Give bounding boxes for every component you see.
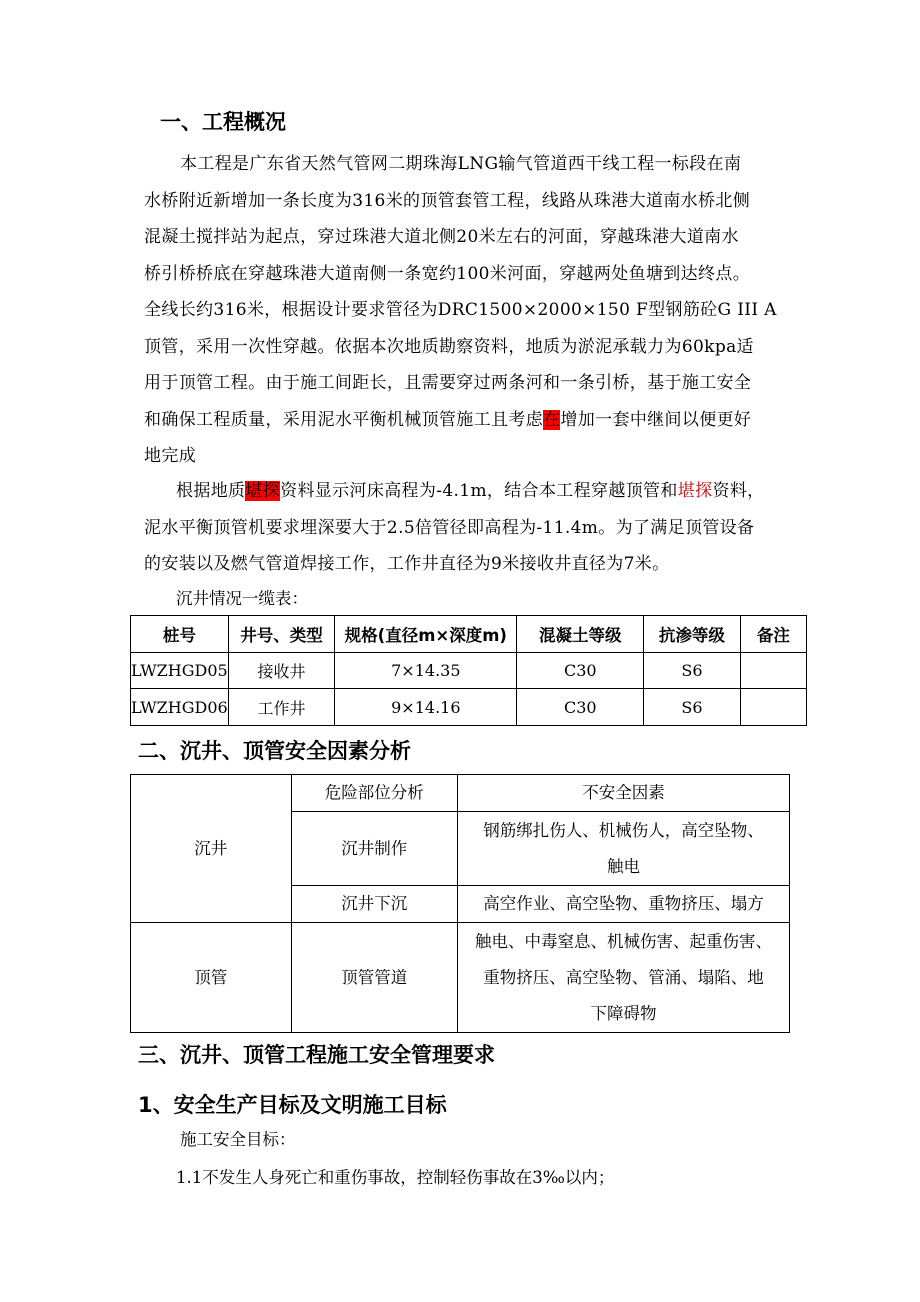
text-line: 地完成 xyxy=(144,446,197,466)
table-cell: 沉井制作 xyxy=(291,812,457,886)
table-header-cell: 桩号 xyxy=(131,616,229,653)
text-segment: 资料显示河床高程为-4.1m，结合本工程穿越顶管和 xyxy=(280,481,678,501)
table-row xyxy=(131,689,807,726)
table-cell xyxy=(457,923,789,1033)
table-cell: 7×14.35 xyxy=(335,653,517,689)
table-cell xyxy=(740,653,806,689)
section-heading-1: 一、工程概况 xyxy=(160,110,286,134)
text-line: 全线长约316米，根据设计要求管径为DRC1500×2000×150 F型钢筋砼G III A xyxy=(144,300,777,320)
well-table xyxy=(130,615,807,726)
table-cell: S6 xyxy=(644,653,740,689)
cell-line: 重物挤压、高空坠物、管涌、塌陷、地 xyxy=(483,967,764,987)
group-cell-pipe-jacking: 顶管 xyxy=(131,923,292,1033)
table-header-row xyxy=(131,775,790,812)
table-header-cell: 不安全因素 xyxy=(457,775,789,812)
paragraph-project-overview xyxy=(144,146,784,475)
table-cell: C30 xyxy=(517,653,644,689)
cell-line: 下障碍物 xyxy=(590,1003,657,1023)
text-segment: 和确保工程质量，采用泥水平衡机械顶管施工且考虑 xyxy=(144,409,544,430)
highlighted-text: 在 xyxy=(543,409,561,430)
highlighted-text: 堪探 xyxy=(245,481,281,501)
table-cell xyxy=(740,689,806,726)
text-line: 施工安全目标： xyxy=(180,1130,296,1149)
table-row xyxy=(131,923,790,1033)
text-line: 水桥附近新增加一条长度为316米的顶管套管工程，线路从珠港大道南水桥北侧 xyxy=(144,190,751,211)
text-line xyxy=(144,473,804,510)
text-segment: 资料， xyxy=(712,481,765,501)
text-line: 顶管，采用一次性穿越。依据本次地质勘察资料，地质为淤泥承载力为60kpa适 xyxy=(144,336,754,357)
text-line: 1.1不发生人身死亡和重伤事故，控制轻伤事故在3‰以内； xyxy=(176,1168,615,1187)
section-heading-2: 二、沉井、顶管安全因素分析 xyxy=(138,739,411,763)
text-segment: 增加一套中继间以便更好 xyxy=(560,409,752,430)
text-line: 泥水平衡顶管机要求埋深要大于2.5倍管径即高程为-11.4m。为了满足顶管设备 xyxy=(144,517,755,538)
table-cell: 顶管管道 xyxy=(291,923,457,1033)
text-line xyxy=(144,402,784,439)
red-text: 堪探 xyxy=(677,481,713,501)
table-cell: LWZHGD05 xyxy=(131,653,229,689)
table-header-row xyxy=(131,616,807,653)
table-cell: 沉井下沉 xyxy=(291,886,457,923)
cell-line: 触电 xyxy=(606,856,640,876)
table-row xyxy=(131,653,807,689)
table-cell xyxy=(457,812,789,886)
table-cell: C30 xyxy=(517,689,644,726)
text-line: 桥引桥桥底在穿越珠港大道南侧一条宽约100米河面，穿越两处鱼塘到达终点。 xyxy=(144,263,751,284)
table-cell: 工作井 xyxy=(228,689,335,726)
table-cell: S6 xyxy=(644,689,740,726)
text-line: 混凝土搅拌站为起点，穿过珠港大道北侧20米左右的河面，穿越珠港大道南水 xyxy=(144,227,739,247)
subsection-heading: 1、安全生产目标及文明施工目标 xyxy=(138,1093,447,1117)
safety-factor-table xyxy=(130,774,790,1033)
text-line: 用于顶管工程。由于施工间距长，且需要穿过两条河和一条引桥，基于施工安全 xyxy=(144,373,752,393)
table-cell: 接收井 xyxy=(228,653,335,689)
group-cell-sinking-well: 沉井 xyxy=(131,775,292,923)
table-caption: 沉井情况一缆表： xyxy=(176,589,308,608)
cell-line: 钢筋绑扎伤人、机械伤人，高空坠物、 xyxy=(483,820,764,840)
text-line: 本工程是广东省天然气管网二期珠海LNG输气管道西干线工程一标段在南 xyxy=(180,154,742,174)
table-header-cell: 井号、类型 xyxy=(228,616,335,653)
cell-line: 触电、中毒窒息、机械伤害、起重伤害、 xyxy=(474,931,772,951)
table-cell: LWZHGD06 xyxy=(131,689,229,726)
table-header-cell: 混凝土等级 xyxy=(517,616,644,653)
table-cell: 高空作业、高空坠物、重物挤压、塌方 xyxy=(457,886,789,923)
table-header-cell: 危险部位分析 xyxy=(291,775,457,812)
table-header-cell: 规格(直径m×深度m) xyxy=(335,616,517,653)
text-line: 的安装以及燃气管道焊接工作，工作井直径为9米接收井直径为7米。 xyxy=(144,554,670,574)
table-header-cell: 备注 xyxy=(740,616,806,653)
section-heading-3: 三、沉井、顶管工程施工安全管理要求 xyxy=(138,1043,495,1067)
table-header-cell: 抗渗等级 xyxy=(644,616,740,653)
table-cell: 9×14.16 xyxy=(335,689,517,726)
text-segment: 根据地质 xyxy=(176,481,246,501)
paragraph-geology xyxy=(144,473,804,583)
